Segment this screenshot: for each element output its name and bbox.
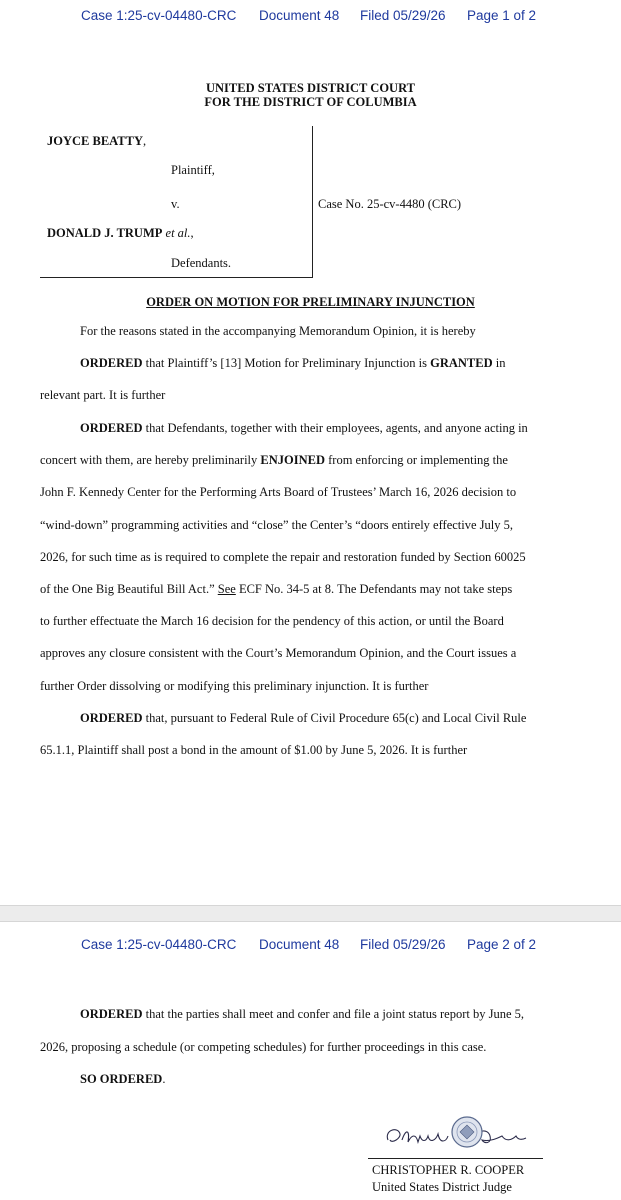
body-line: concert with them, are hereby preliminarily ENJOINED from enforcing or implementing the bbox=[40, 453, 508, 467]
header-filed-date: Filed 05/29/26 bbox=[360, 937, 446, 952]
so-ordered: SO ORDERED. bbox=[80, 1072, 166, 1086]
versus: v. bbox=[171, 197, 180, 211]
body-line: further Order dissolving or modifying this preliminary injunction. It is further bbox=[40, 679, 429, 693]
body-line: ORDERED that, pursuant to Federal Rule of Civil Procedure 65(c) and Local Civil Rule bbox=[80, 711, 527, 725]
body-line: “wind-down” programming activities and “close” the Center’s “doors entirely effective July 5, bbox=[40, 518, 513, 532]
caption-divider-vertical bbox=[312, 126, 313, 278]
body-line: ORDERED that the parties shall meet and confer and file a joint status report by June 5, bbox=[80, 1007, 524, 1021]
defendant-name: DONALD J. TRUMP bbox=[47, 226, 163, 240]
page-separator bbox=[0, 905, 621, 922]
ecf-header bbox=[0, 4, 621, 26]
body-line: 2026, proposing a schedule (or competing schedules) for further proceedings in this case. bbox=[40, 1040, 487, 1054]
plaintiff-name: JOYCE BEATTY bbox=[47, 134, 143, 148]
court-name-line1: UNITED STATES DISTRICT COURT bbox=[206, 81, 415, 95]
header-document: Document 48 bbox=[259, 8, 340, 23]
ecf-header bbox=[0, 933, 621, 955]
header-document: Document 48 bbox=[259, 937, 340, 952]
plaintiff-line: JOYCE BEATTY, bbox=[47, 134, 147, 148]
defendant-et-al: et al. bbox=[165, 226, 191, 240]
header-filed-date: Filed 05/29/26 bbox=[360, 8, 446, 23]
defendant-line: DONALD J. TRUMP et al., bbox=[47, 226, 194, 240]
judge-name: CHRISTOPHER R. COOPER bbox=[372, 1163, 525, 1177]
body-line: 65.1.1, Plaintiff shall post a bond in the amount of $1.00 by June 5, 2026. It is further bbox=[40, 743, 468, 757]
body-line: ORDERED that Defendants, together with their employees, agents, and anyone acting in bbox=[80, 421, 528, 435]
plaintiff-role: Plaintiff, bbox=[171, 163, 215, 177]
case-number: Case No. 25-cv-4480 (CRC) bbox=[318, 197, 462, 211]
body-line: For the reasons stated in the accompanying Memorandum Opinion, it is hereby bbox=[80, 324, 476, 338]
body-line: relevant part. It is further bbox=[40, 388, 166, 402]
caption-divider-horizontal bbox=[40, 277, 313, 278]
signature-block bbox=[380, 1110, 530, 1165]
body-line: John F. Kennedy Center for the Performing Arts Board of Trustees’ March 16, 2026 decision to bbox=[40, 485, 517, 499]
signature-line bbox=[368, 1158, 543, 1159]
handwritten-signature bbox=[380, 1110, 530, 1160]
header-page-number: Page 1 of 2 bbox=[467, 8, 537, 23]
defendant-role: Defendants. bbox=[171, 256, 232, 270]
header-case-number: Case 1:25-cv-04480-CRC bbox=[81, 937, 237, 952]
court-name-line2: FOR THE DISTRICT OF COLUMBIA bbox=[204, 95, 417, 109]
body-line: to further effectuate the March 16 decision for the pendency of this action, or until the Board bbox=[40, 614, 504, 628]
header-case-number: Case 1:25-cv-04480-CRC bbox=[81, 8, 237, 23]
body-line: of the One Big Beautiful Bill Act.” See ECF No. 34-5 at 8. The Defendants may not take steps bbox=[40, 582, 513, 596]
judge-title: United States District Judge bbox=[372, 1180, 512, 1194]
body-line: ORDERED that Plaintiff’s [13] Motion for Preliminary Injunction is GRANTED in bbox=[80, 356, 506, 370]
order-title: ORDER ON MOTION FOR PRELIMINARY INJUNCTION bbox=[146, 295, 475, 309]
see-citation-signal: See bbox=[217, 582, 236, 596]
body-line: approves any closure consistent with the Court’s Memorandum Opinion, and the Court issues a bbox=[40, 646, 517, 660]
header-page-number: Page 2 of 2 bbox=[467, 937, 537, 952]
body-line: 2026, for such time as is required to complete the repair and restoration funded by Section 60025 bbox=[40, 550, 526, 564]
